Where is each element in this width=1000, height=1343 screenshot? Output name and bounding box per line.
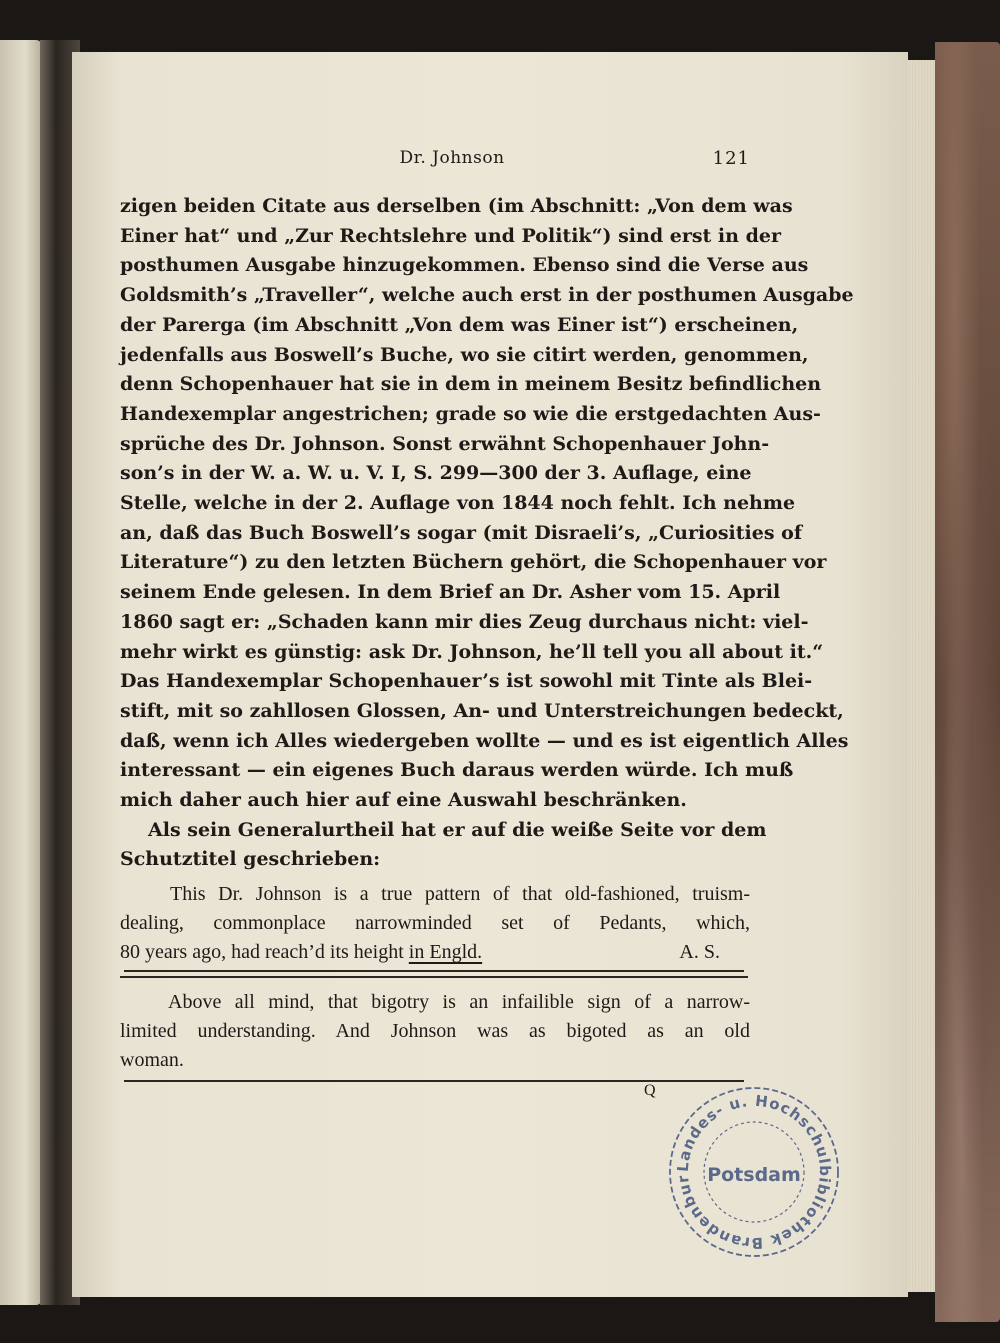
note-line: limited understanding. And Johnson was as bigoted as an old bbox=[120, 1020, 750, 1042]
text-line: jedenfalls aus Boswell’s Buche, wo sie citirt werden, genommen, bbox=[120, 343, 809, 366]
facing-page-edge bbox=[0, 40, 42, 1305]
signature-mark: Q bbox=[644, 1082, 656, 1099]
book-page bbox=[72, 52, 908, 1297]
body-text bbox=[120, 192, 854, 875]
text-line: sprüche des Dr. Johnson. Sonst erwähnt Schopenhauer John- bbox=[120, 432, 770, 455]
text-line: Stelle, welche in der 2. Auflage von 1844 noch fehlt. Ich nehme bbox=[120, 492, 796, 515]
text-line: Literature“) zu den letzten Büchern gehört, die Schopenhauer vor bbox=[120, 551, 827, 574]
divider-rule bbox=[120, 976, 748, 978]
text-line: Schutztitel geschrieben: bbox=[120, 848, 381, 871]
text-line: Goldsmith’s „Traveller“, welche auch erst in der posthumen Ausgabe bbox=[120, 284, 854, 307]
note-line: woman. bbox=[120, 1049, 184, 1071]
annotation-note bbox=[120, 988, 750, 1075]
stamp-ring-text: Landes- u. Hochschulbibliothek Brandenbur bbox=[673, 1091, 835, 1253]
text-line: posthumen Ausgabe hinzugekommen. Ebenso sind die Verse aus bbox=[120, 254, 809, 277]
underlined-text: in Engld. bbox=[408, 941, 483, 963]
library-stamp bbox=[664, 1082, 844, 1262]
text-line: mehr wirkt es günstig: ask Dr. Johnson, he’ll tell you all about it.“ bbox=[120, 640, 824, 663]
quote-signature: A. S. bbox=[679, 941, 720, 963]
text-line: zigen beiden Citate aus derselben (im Abschnitt: „Von dem was bbox=[120, 195, 793, 217]
text-line: daß, wenn ich Alles wiedergeben wollte — und es ist eigentlich Alles bbox=[120, 729, 849, 752]
text-line: der Parerga (im Abschnitt „Von dem was Einer ist“) erscheinen, bbox=[120, 313, 799, 336]
divider-rule bbox=[124, 970, 744, 972]
running-title: Dr. Johnson bbox=[399, 148, 505, 168]
quote-line: This Dr. Johnson is a true pattern of that old-fashioned, truism- bbox=[170, 883, 750, 905]
text-line: seinem Ende gelesen. In dem Brief an Dr. Asher vom 15. April bbox=[120, 581, 781, 604]
quote-line: dealing, commonplace narrowminded set of Pedants, which, bbox=[120, 912, 750, 934]
text-line: mich daher auch hier auf eine Auswahl beschränken. bbox=[120, 789, 687, 812]
handwritten-quote bbox=[120, 880, 750, 967]
text-line: stift, mit so zahllosen Glossen, An- und Unterstreichungen bedeckt, bbox=[120, 699, 844, 722]
note-line: Above all mind, that bigotry is an infailible sign of a narrow- bbox=[168, 991, 750, 1013]
quote-line bbox=[120, 938, 750, 967]
text-line: denn Schopenhauer hat sie in dem in meinem Besitz befindlichen bbox=[120, 373, 822, 396]
text-line: interessant — ein eigenes Buch daraus werden würde. Ich muß bbox=[120, 759, 794, 782]
text-line: Als sein Generalurtheil hat er auf die weiße Seite vor dem bbox=[148, 818, 767, 841]
page-number: 121 bbox=[712, 148, 750, 169]
text-line: son’s in der W. a. W. u. V. I, S. 299—300 der 3. Auflage, eine bbox=[120, 462, 752, 485]
text-line: Handexemplar angestrichen; grade so wie die erstgedachten Aus- bbox=[120, 402, 821, 425]
stamp-center-text: Potsdam bbox=[707, 1164, 801, 1186]
text-line: Das Handexemplar Schopenhauer’s ist sowohl mit Tinte als Blei- bbox=[120, 670, 813, 693]
text-line: an, daß das Buch Boswell’s sogar (mit Disraeli’s, „Curiosities of bbox=[120, 521, 803, 544]
text-line: Einer hat“ und „Zur Rechtslehre und Politik“) sind erst in der bbox=[120, 224, 781, 247]
book-cover bbox=[935, 42, 1000, 1322]
page-edges bbox=[905, 60, 935, 1292]
quote-line-start: 80 years ago, had reach’d its height bbox=[120, 941, 409, 963]
text-line: 1860 sagt er: „Schaden kann mir dies Zeug durchaus nicht: viel- bbox=[120, 610, 809, 633]
